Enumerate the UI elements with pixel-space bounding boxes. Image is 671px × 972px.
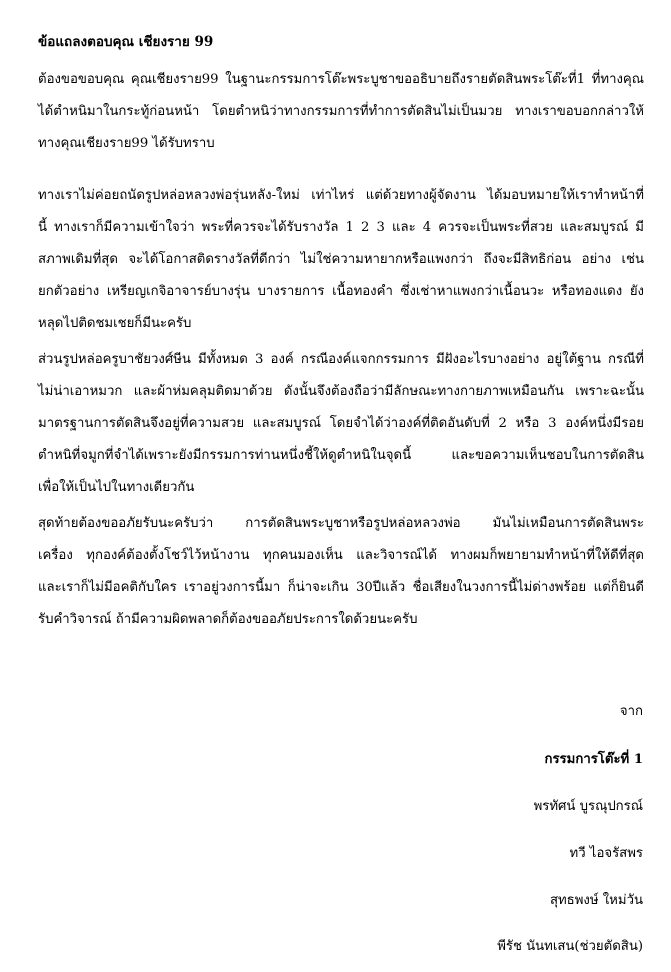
- paragraph-line: นี้ ทางเราก็มีความเข้าใจว่า พระที่ควรจะได้รับรางวัล 1 2 3 และ 4 ควรจะเป็นพระที่สวย และสมบูรณ์ มี: [38, 220, 644, 235]
- paragraph-line: รับคำวิจารณ์ ถ้ามีความผิดพลาดก็ต้องขออภัยประการใดด้วยนะครับ: [38, 612, 418, 627]
- signature-from: จาก: [619, 704, 643, 719]
- signature-name: พรทัศน์ บูรณุปกรณ์: [533, 799, 643, 814]
- paragraph-line: ส่วนรูปหล่อครูบาชัยวงศ์ษีน มีทั้งหมด 3 องค์ กรณีองค์แจกกรรมการ มีฝังอะไรบางอย่าง อยู่ใต้ฐาน กรณีที่: [38, 352, 644, 367]
- signature-role: กรรมการโต๊ะที่ 1: [544, 752, 643, 767]
- paragraph-line: มาตรฐานการตัดสินจึงอยู่ที่ความสวย และสมบูรณ์ โดยจำได้ว่าองค์ที่ติดอันดับที่ 2 หรือ 3 องค์หนึ่งมีรอย: [38, 416, 644, 431]
- paragraph-3: [38, 344, 644, 504]
- signature-name: พีรัช นันทเสน(ช่วยตัดสิน): [497, 939, 643, 954]
- paragraph-line: เครื่อง ทุกองค์ต้องตั้งโชว์ไว้หน้างาน ทุกคนมองเห็น และวิจารณ์ได้ ทางผมก็พยายามทำหน้าที่ให้ดีที่สุด: [38, 548, 644, 563]
- signature-name: ทวี ไอจรัสพร: [569, 846, 643, 861]
- paragraph-4: [38, 508, 644, 636]
- paragraph-line: ตำหนิที่จมูกที่จำได้เพราะยังมีกรรมการท่านหนึ่งชี้ให้ดูตำหนิในจุดนี้ และขอความเห็นชอบในการตัดสิน: [38, 448, 644, 463]
- paragraph-line: ไม่น่าเอาหมวก และผ้าห่มคลุมติดมาด้วย ดังนั้นจึงต้องถือว่ามีลักษณะทางกายภาพเหมือนกัน เพราะฉะนั้น: [38, 384, 644, 399]
- paragraph-line: เพื่อให้เป็นไปในทางเดียวกัน: [38, 480, 195, 495]
- paragraph-line: ทางคุณเชียงราย99 ได้รับทราบ: [38, 136, 215, 151]
- paragraph-line: ทางเราไม่ค่อยถนัดรูปหล่อหลวงพ่อรุ่นหลัง-ใหม่ เท่าไหร่ แต่ด้วยทางผู้จัดงาน ได้มอบหมายให้เราทำหน้าที่: [38, 188, 644, 203]
- paragraph-line: หลุดไปติดชมเชยก็มีนะครับ: [38, 316, 192, 331]
- paragraph-line: ยกตัวอย่าง เหรียญเกจิอาจารย์บางรุ่น บางรายการ เนื้อทองคำ ซึ่งเช่าหาแพงกว่าเนื้อนวะ หรือทองแดง ยัง: [38, 284, 644, 299]
- signature-name: สุทธพงษ์ ใหม่วัน: [549, 893, 643, 908]
- paragraph-line: สุดท้ายต้องขออภัยรับนะครับว่า การตัดสินพระบูชาหรือรูปหล่อหลวงพ่อ มันไม่เหมือนการตัดสินพระ: [38, 516, 644, 531]
- paragraph-line: ต้องขอขอบคุณ คุณเชียงราย99 ในฐานะกรรมการโต๊ะพระบูชาขออธิบายถึงรายตัดสินพระโต๊ะที่1 ที่ทางคุณ: [38, 72, 644, 87]
- paragraph-2: [38, 180, 644, 340]
- document-title: ข้อแถลงตอบคุณ เชียงราย 99: [38, 34, 214, 50]
- paragraph-line: และเราก็ไม่มีอคติกับใคร เราอยู่วงการนี้มา ก็น่าจะเกิน 30ปีแล้ว ชื่อเสียงในวงการนี้ไม่ด่างพร้อย แต่ก็ยินดี: [38, 580, 644, 595]
- paragraph-line: ได้ตำหนิมาในกระทู้ก่อนหน้า โดยตำหนิว่าทางกรรมการที่ทำการตัดสินไม่เป็นมวย ทางเราขอบอกกล่าวให้: [38, 104, 644, 119]
- paragraph-line: สภาพเดิมที่สุด จะได้โอกาสติดรางวัลที่ดีกว่า ไม่ใช่ความหายากหรือแพงกว่า ถึงจะมีสิทธิก่อน อย่าง เช่น: [38, 252, 644, 267]
- paragraph-1: [38, 64, 644, 160]
